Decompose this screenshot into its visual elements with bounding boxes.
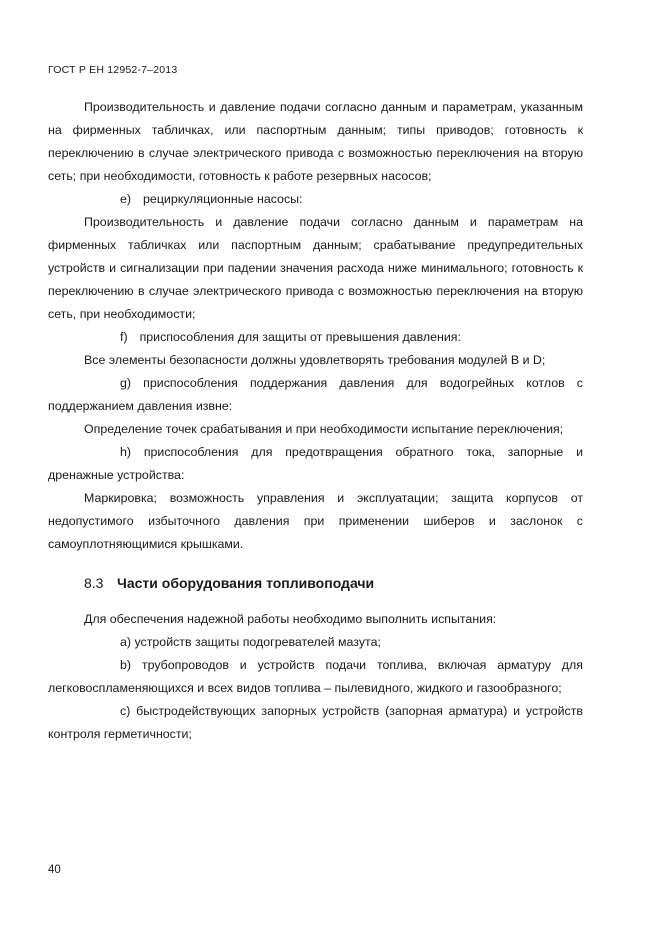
document-body xyxy=(48,96,583,746)
list-item xyxy=(48,188,583,211)
section-heading xyxy=(48,572,583,594)
document-header: ГОСТ Р ЕН 12952-7–2013 xyxy=(48,64,178,76)
list-item-text: устройств защиты подогревателей мазута; xyxy=(134,635,381,649)
list-marker: c) xyxy=(120,704,131,718)
paragraph: Все элементы безопасности должны удовлетворять требования модулей B и D; xyxy=(84,353,546,367)
list-item xyxy=(48,326,583,349)
paragraph: Производительность и давление подачи согласно данным и параметрам на фирменных табличках или паспортным данным; срабатывание предупредительных устройств и сигнализации при падении значения расхода ниже минимального; готовность к переключению в случае электрического привода с возможностью переключения на вторую сеть, при необходимости; xyxy=(48,215,583,321)
list-item xyxy=(48,441,583,487)
section-title: Части оборудования топливоподачи xyxy=(117,575,375,591)
paragraph: Маркировка; возможность управления и эксплуатации; защита корпусов от недопустимого избыточного давления при применении шиберов и заслонок с самоуплотняющимися крышками. xyxy=(48,491,583,551)
list-item-text: трубопроводов и устройств подачи топлива, включая арматуру для легковоспламеняющихся и всех видов топлива – пылевидного, жидкого и газообразного; xyxy=(48,658,583,695)
list-item xyxy=(48,700,583,746)
paragraph: Определение точек срабатывания и при необходимости испытание переключения; xyxy=(84,422,564,436)
paragraph: Производительность и давление подачи согласно данным и параметрам, указанным на фирменных табличках, или паспортным данным; типы приводов; готовность к переключению в случае электрического привода с возможностью переключения на вторую сеть; при необходимости, готовность к работе резервных насосов; xyxy=(48,100,583,183)
paragraph: Для обеспечения надежной работы необходимо выполнить испытания: xyxy=(84,612,497,626)
list-item-text: приспособления для предотвращения обратного тока, запорные и дренажные устройства: xyxy=(48,445,583,482)
list-item xyxy=(48,654,583,700)
list-item xyxy=(48,631,583,654)
list-marker: е) xyxy=(120,192,132,206)
list-item-text: приспособления поддержания давления для водогрейных котлов с поддержанием давления извне: xyxy=(48,376,583,413)
section-number: 8.3 xyxy=(84,575,104,591)
list-item-text: рециркуляционные насосы: xyxy=(143,192,303,206)
list-marker: b) xyxy=(120,658,132,672)
list-marker: f) xyxy=(120,330,128,344)
list-marker: g) xyxy=(120,376,132,390)
list-item-text: приспособления для защиты от превышения давления: xyxy=(139,330,461,344)
list-item xyxy=(48,372,583,418)
list-item-text: быстродействующих запорных устройств (запорная арматура) и устройств контроля герметичности; xyxy=(48,704,583,741)
page-number: 40 xyxy=(48,864,61,876)
list-marker: h) xyxy=(120,445,132,459)
list-marker: a) xyxy=(120,635,132,649)
